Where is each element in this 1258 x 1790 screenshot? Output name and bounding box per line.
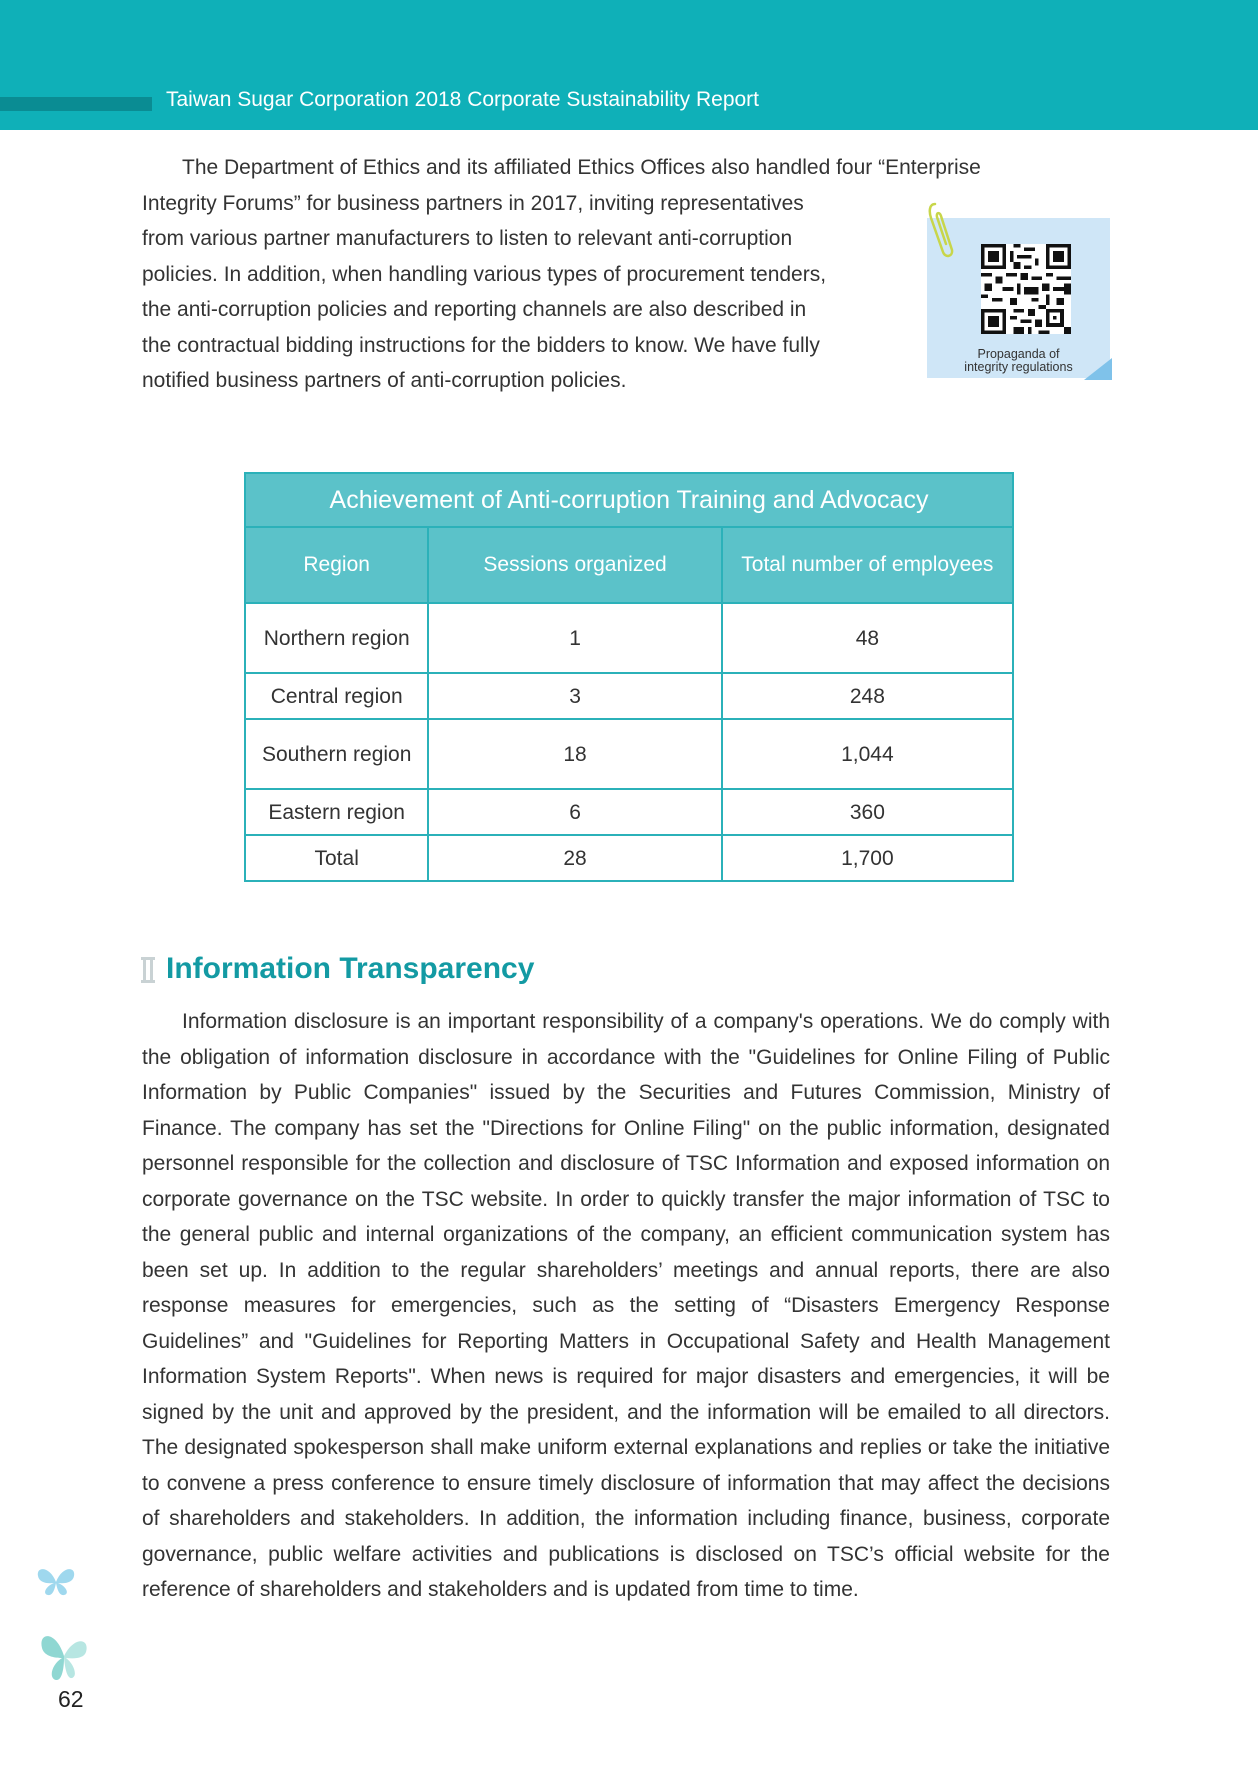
cell-region: Eastern region bbox=[245, 789, 428, 835]
column-header-employees: Total number of employees bbox=[722, 527, 1013, 603]
column-header-region: Region bbox=[245, 527, 428, 603]
cell-region: Southern region bbox=[245, 719, 428, 789]
header-accent-bar bbox=[0, 97, 152, 111]
card-fold-corner bbox=[1084, 358, 1112, 380]
intro-paragraph bbox=[142, 150, 1042, 399]
section-title: Information Transparency bbox=[166, 952, 535, 985]
qr-code-icon[interactable] bbox=[981, 244, 1071, 334]
table-caption: Achievement of Anti-corruption Training and Advocacy bbox=[245, 473, 1013, 527]
table-row bbox=[245, 719, 1013, 789]
intro-line: The Department of Ethics and its affiliated Ethics Offices also handled four “Enterprise bbox=[182, 156, 981, 179]
cell-employees: 48 bbox=[722, 603, 1013, 673]
cell-sessions: 18 bbox=[428, 719, 721, 789]
butterfly-icon bbox=[34, 1564, 78, 1598]
intro-line: policies. In addition, when handling various types of procurement tenders, bbox=[142, 262, 827, 286]
intro-line: the contractual bidding instructions for the bidders to know. We have fully bbox=[142, 333, 820, 357]
intro-line: notified business partners of anti-corruption policies. bbox=[142, 369, 627, 392]
intro-line: Integrity Forums” for business partners in 2017, inviting representatives bbox=[142, 191, 804, 215]
table-caption-row bbox=[245, 473, 1013, 527]
table-header-row bbox=[245, 527, 1013, 603]
table-row bbox=[245, 789, 1013, 835]
column-header-sessions: Sessions organized bbox=[428, 527, 721, 603]
page-header bbox=[0, 0, 1258, 130]
report-title: Taiwan Sugar Corporation 2018 Corporate Sustainability Report bbox=[166, 88, 760, 111]
intro-line: from various partner manufacturers to listen to relevant anti-corruption bbox=[142, 227, 793, 250]
table-row bbox=[245, 603, 1013, 673]
table-row-total bbox=[245, 835, 1013, 881]
cell-employees: 360 bbox=[722, 789, 1013, 835]
cell-sessions: 3 bbox=[428, 673, 721, 719]
qr-caption-line: integrity regulations bbox=[964, 360, 1073, 374]
table-row bbox=[245, 673, 1013, 719]
cell-region: Northern region bbox=[245, 603, 428, 673]
cell-sessions: 28 bbox=[428, 835, 721, 881]
cell-region: Central region bbox=[245, 673, 428, 719]
butterfly-icon bbox=[34, 1628, 94, 1686]
page-number: 62 bbox=[58, 1686, 84, 1712]
intro-line: the anti-corruption policies and reporting channels are also described in bbox=[142, 298, 807, 321]
anti-corruption-table bbox=[244, 472, 1014, 882]
cell-employees: 248 bbox=[722, 673, 1013, 719]
cell-employees: 1,044 bbox=[722, 719, 1013, 789]
cell-employees: 1,700 bbox=[722, 835, 1013, 881]
cell-sessions: 6 bbox=[428, 789, 721, 835]
section-body: Information disclosure is an important responsibility of a company's operations. We do comply with the obligation of information disclosure in accordance with the "Guidelines for Online Filing of Public Information by Public Companies" issued by the Securities and Futures Commission, Ministry of Finance. The company has set the "Directions for Online Filing" on the public information, designated personnel responsible for the collection and disclosure of TSC Information and exposed information on corporate governance on the TSC website. In order to quickly transfer the major information of TSC to the general public and internal organizations of the company, an efficient communication system has been set up. In addition to the regular shareholders’ meetings and annual reports, there are also response measures for emergencies, such as the setting of “Disasters Emergency Response Guidelines” and "Guidelines for Reporting Matters in Occupational Safety and Health Management Information System Reports". When news is required for major disasters and emergencies, it will be signed by the unit and approved by the president, and the information will be emailed to all directors. The designated spokesperson shall make uniform external explanations and replies or take the initiative to convene a press conference to ensure timely disclosure of information that may affect the decisions of shareholders and stakeholders. In addition, the information including finance, business, corporate governance, public welfare activities and publications is disclosed on TSC’s official website for the reference of shareholders and stakeholders and is updated from time to time. bbox=[142, 1010, 1110, 1601]
qr-caption-line: Propaganda of bbox=[977, 347, 1060, 361]
cell-region: Total bbox=[245, 835, 428, 881]
qr-caption bbox=[927, 348, 1110, 374]
cell-sessions: 1 bbox=[428, 603, 721, 673]
section-marker-icon bbox=[143, 957, 153, 983]
paperclip-icon bbox=[925, 200, 961, 260]
